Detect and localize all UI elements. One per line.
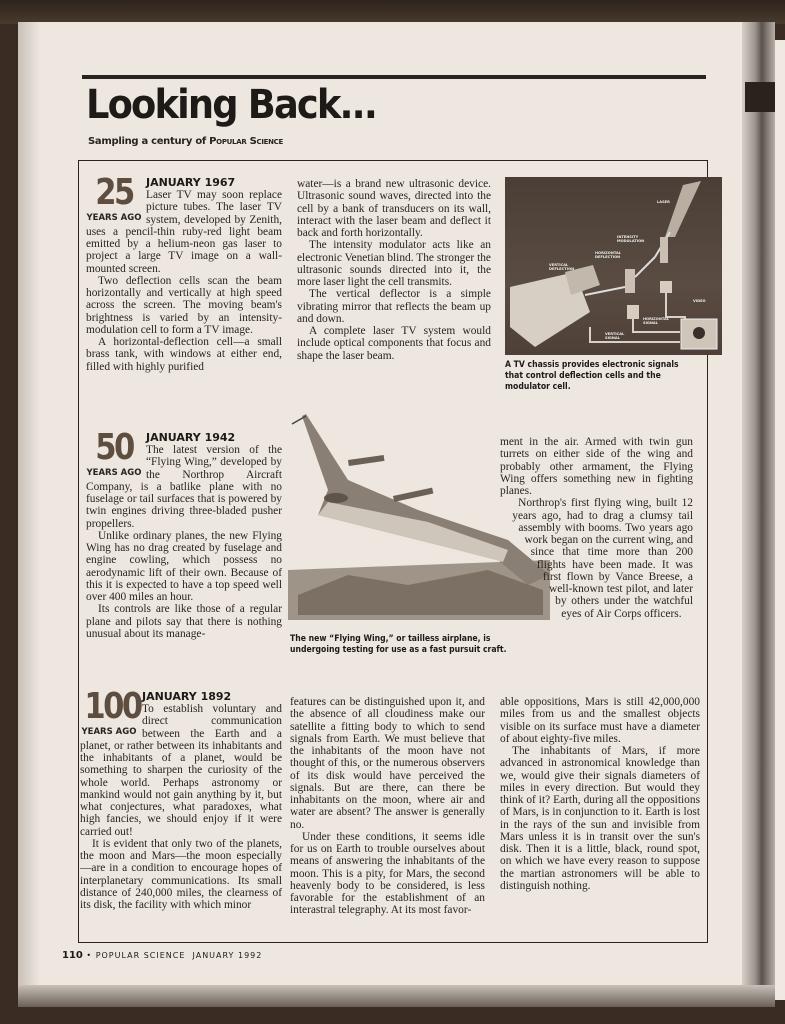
page-edge-shadow	[18, 22, 40, 1002]
years-ago-label: YEARS AGO	[86, 468, 142, 478]
diagram-label: HORIZONTAL DEFLECTION	[595, 251, 622, 259]
diagram-label: HORIZONTAL SIGNAL	[643, 317, 670, 325]
paragraph: The intensity modulator acts like an electronic Venetian blind. The stronger the ultrasonic sounds directed into it, the more laser light the cell transmits.	[297, 239, 491, 288]
diagram-label: VERTICAL DEFLECTION	[549, 263, 575, 271]
paragraph: The inhabitants of Mars, if more advanced in astronomical knowledge than we, would give their signals diameters of miles in every direction. But would they think of it? Earth, during all the oppositions of Mars, is in conjunction to it. Earth is lost in the rays of the sun and invisible from Mars unless it is in transit over the sun's disk. Then it is a little, black, round spot, on which we have every reason to suppose the martian astronomers will be able to distinguish nothing.	[500, 745, 700, 892]
years-ago-label: YEARS AGO	[81, 727, 137, 737]
paragraph: features can be distinguished upon it, and the absence of all cloudiness make our satellite a fitting body to which to send signals from Earth. We must believe that the inhabitants of the moon have not thought of this, or the numerous observers of its disk would have perceived the signals. But are there, can there be inhabitants on the moon, where air and water are absent? The answer is generally no.	[290, 696, 485, 831]
publication-name: POPULAR SCIENCE	[95, 951, 186, 960]
page-footer	[62, 950, 262, 961]
section-100-col1	[80, 686, 282, 911]
section-25-col2	[297, 178, 491, 362]
magazine-name: Popular Science	[209, 136, 283, 147]
years-number: 50	[95, 427, 133, 468]
paragraph: The vertical deflector is a simple vibrating mirror that reflects the beam up and down.	[297, 288, 491, 325]
page-title: Looking Back...	[86, 82, 376, 128]
years-ago-badge	[86, 172, 142, 224]
section-date: JANUARY 1967	[146, 176, 236, 189]
laser-tv-diagram-photo	[505, 177, 722, 355]
paragraph: It is evident that only two of the planets, the moon and Mars—the moon especially—are in a condition to encourage hopes of interplanetary communications. Its small distance of 240,000 miles, the clearness of its disk, the facility with which minor	[80, 837, 282, 911]
figure-caption: A TV chassis provides electronic signals that control deflection cells and the modulator cell.	[505, 359, 679, 391]
background-top	[0, 0, 785, 24]
diagram-label: VERTICAL SIGNAL	[605, 332, 625, 340]
paragraph: Northrop's first flying wing, built 12 years ago, had to drag a clumsy tail assembly with booms. Two years ago work began on the current wing, and since that time more than 200 flights have been made. It was first flown by Vance Breese, a well-known test pilot, and later by others under the watchful eyes of Air Corps officers.	[512, 497, 693, 620]
paragraph: ment in the air. Armed with twin gun turrets on either side of the wing and probably other armament, the Flying Wing offers something new in fighting planes.	[500, 436, 693, 497]
laser-tv-diagram	[505, 177, 722, 355]
paragraph: The latest version of the “Flying Wing,” developed by the Northrop Aircraft Company, is a batlike plane with no fuselage or tail surfaces that is powered by twin engines driving three-bladed pusher propellers.	[86, 444, 282, 530]
section-50-col3	[500, 436, 693, 657]
paragraph: able oppositions, Mars is still 42,000,000 miles from us and the smallest objects visible on its surface must have a diameter of about eighty-five miles.	[500, 696, 700, 745]
subtitle-text: Sampling a century of	[88, 136, 210, 147]
footer-bullet: •	[86, 951, 93, 960]
section-100-col3	[500, 696, 700, 892]
years-ago-badge	[86, 427, 142, 479]
section-100-col2	[290, 696, 485, 917]
years-ago-label: YEARS AGO	[86, 213, 142, 223]
page-number: 110	[62, 950, 83, 961]
years-number: 100	[84, 686, 141, 727]
header-rule	[82, 75, 706, 79]
section-50-col1	[86, 427, 282, 640]
diagram-label: LASER	[657, 200, 670, 204]
diagram-label: INTENSITY MODULATION	[617, 235, 645, 243]
figure-caption: The new “Flying Wing,” or tailless airplane, is undergoing testing for use as a fast pursuit craft.	[290, 633, 507, 654]
paragraph: Unlike ordinary planes, the new Flying Wing has no drag created by fuselage and engine cowling, which possess no aerodynamic lift of their own. Because of this it is expected to have a top speed well over 400 miles an hour.	[86, 529, 282, 603]
scan-artifact-mark	[745, 82, 775, 112]
paragraph: To establish voluntary and direct communication between the Earth and a planet, or rather between its inhabitants and the inhabitants of a planet, would be something to sharpen the curiosity of the whole world. Perhaps astronomy or mankind would not gain anything by it, but what conjectures, what paradoxes, what high fancies, we should enjoy if it were carried out!	[80, 703, 282, 838]
paragraph: Its controls are like those of a regular plane and pilots say that there is nothing unusual about its manage-	[86, 603, 282, 640]
section-date: JANUARY 1892	[142, 690, 232, 703]
issue-date: JANUARY 1992	[192, 951, 263, 960]
years-ago-badge	[80, 686, 141, 738]
paragraph: Under these conditions, it seems idle for us on Earth to trouble ourselves about means of answering the inhabitants of the moon. This is a pity, for Mars, the second heavenly body to be considered, is less favorable for the establishment of an interastral telegraphy. At its most favor-	[290, 830, 485, 917]
section-date: JANUARY 1942	[146, 431, 236, 444]
scan-artifact-strip	[742, 22, 775, 1002]
paragraph: Two deflection cells scan the beam horizontally and vertically at high speed across the screen. The moving beam's brightness is varied by an intensity-modulation cell to form a TV image.	[86, 274, 282, 336]
paragraph: A horizontal-deflection cell—a small brass tank, with windows at either end, filled with highly purified	[86, 336, 282, 373]
page-subtitle	[88, 136, 283, 147]
background-bottom	[18, 985, 775, 1007]
paragraph: water—is a brand new ultrasonic device. Ultrasonic sound waves, directed into the cell by a bank of transducers on its wall, interact with the laser beam and deflect it back and forth horizontally.	[297, 178, 491, 239]
paragraph: A complete laser TV system would include optical components that focus and shape the laser beam.	[297, 325, 491, 362]
years-number: 25	[95, 172, 133, 213]
diagram-label: VIDEO	[693, 299, 706, 303]
section-25-col1	[86, 172, 282, 373]
paragraph: Laser TV may soon replace picture tubes. The laser TV system, developed by Zenith, uses a pencil-thin ruby-red light beam emitted by a helium-neon gas laser to project a large TV image on a wall-mounted screen.	[86, 189, 282, 275]
